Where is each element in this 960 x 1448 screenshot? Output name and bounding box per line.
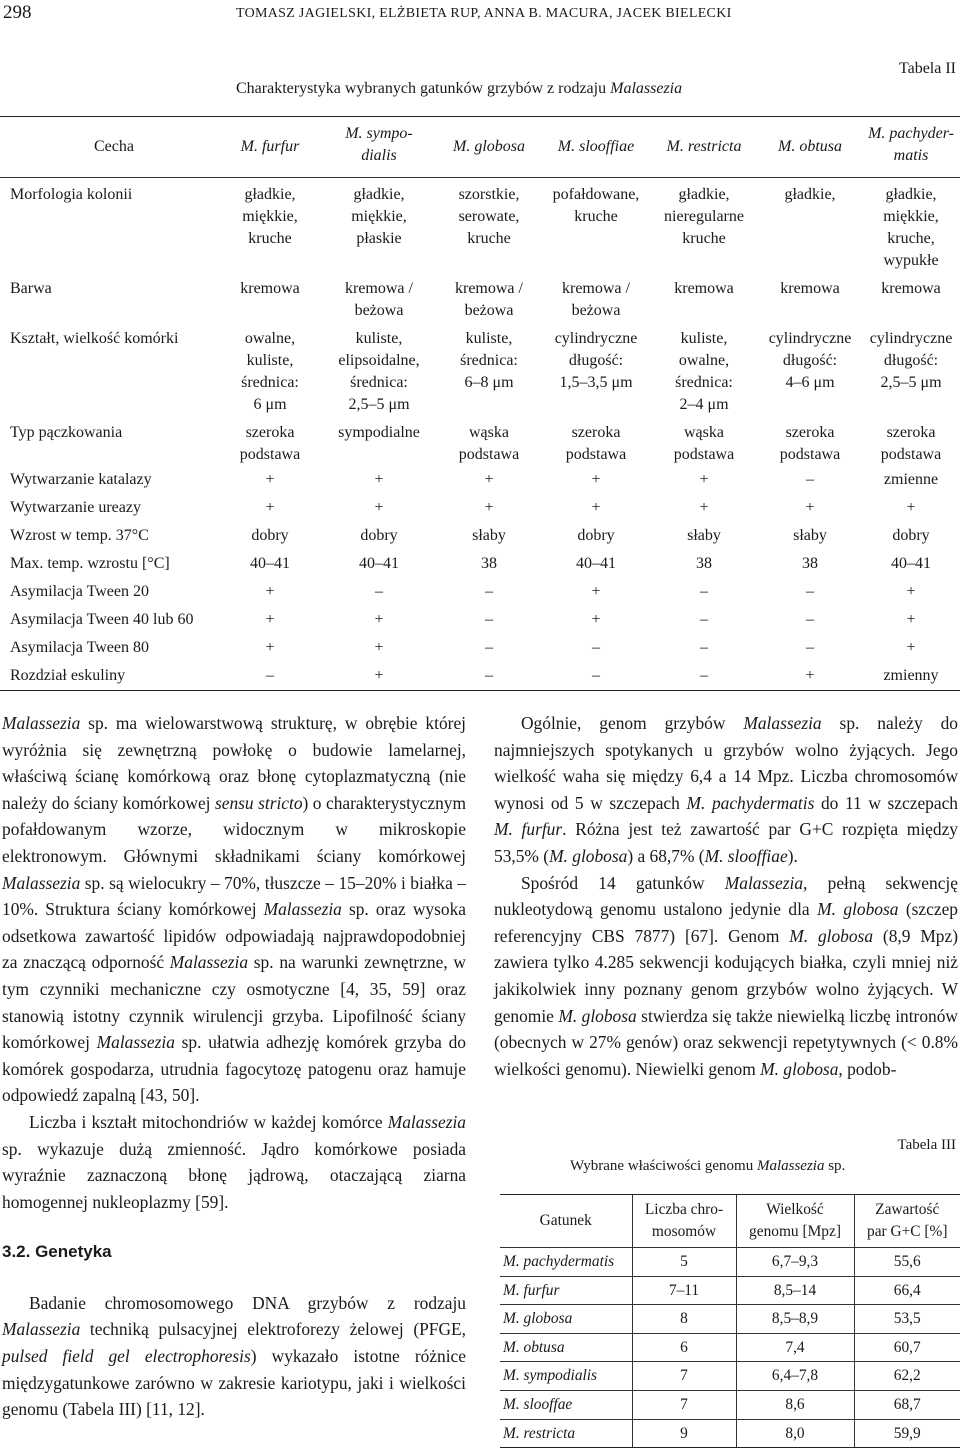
table-cell: 53,5 [854,1305,960,1334]
table-cell: kuliste, średnica: 6–8 μm [460,330,518,391]
column-header-species: M. globosa [436,117,542,178]
table-cell: – [218,662,322,691]
text-run: Liczba i kształt mitochondriów w każdej komórce [29,1111,388,1132]
table-cell: 59,9 [854,1419,960,1448]
table-cell: 38 [481,555,497,572]
text-run: , podob- [838,1058,897,1079]
table-row [0,550,960,578]
table2-caption-genus: Malassezia [610,80,683,97]
species-name: M. globosa [500,1305,632,1334]
table-cell: – [700,639,708,656]
text-run: ) o charakterystycznym pofałdowanym wzorze, widocznym w mikroskopie elektronowym. Głównymi składnikami ściany komórkowej [2,792,466,866]
table-cell: 40–41 [359,555,399,572]
row-label: Wzrost w temp. 37°C [10,527,149,544]
table-cell: 40–41 [250,555,290,572]
text-run: sp. oraz wysoka odsetkowa zawartość lipidów odpowiadają najprawdopodobniej za znaczącą odporność [2,899,466,973]
table2 [0,116,960,691]
table-cell: + [265,471,275,488]
table-cell: + [906,639,916,656]
table-cell: 68,7 [854,1390,960,1419]
section-heading: 3.2. Genetyka [2,1242,112,1262]
table-cell: kremowa [881,280,941,297]
column-header-feature: Cecha [0,117,218,178]
table-row [500,1305,960,1334]
italic-term: Malassezia [263,899,342,920]
table-cell: 8,5–8,9 [736,1305,854,1334]
italic-term: Malassezia [2,872,81,893]
italic-term: M. globosa [549,845,628,866]
table-cell: 5 [632,1248,736,1277]
column-header-species: M. restricta [650,117,758,178]
table-row [0,178,960,273]
text-run: techniką pulsacyjnej elektroforezy żelowej (PFGE, [80,1319,466,1340]
table-cell: + [591,471,601,488]
table-cell: + [699,499,709,516]
table-cell: 6 [632,1333,736,1362]
text-run: ) a 68,7% ( [627,845,705,866]
text-run: sp. wykazuje dużą zmienność. Jądro komórkowe posiada wyraźnie zaznaczoną błonę jądrową, otaczającą ziarna homogennej nukleoplazmy [59]. [2,1138,466,1212]
italic-term: M. slooffiae [704,845,788,866]
table-cell: szeroka podstawa [565,424,627,463]
table-cell: 38 [802,555,818,572]
table-cell: + [374,471,384,488]
column-header: Wielkość genomu [Mpz] [736,1195,854,1248]
text-run: ) wykazało istotne różnice międzygatunkowe zarówno w zakresie kariotypu, jaki i wielkości genomu (Tabela III) [11, 12]. [2,1346,466,1420]
species-name: M. sympodialis [500,1362,632,1391]
table-cell: 60,7 [854,1333,960,1362]
page-number: 298 [3,2,32,23]
table-cell: dobry [251,527,289,544]
table-cell: – [375,583,383,600]
italic-term: Malassezia [724,872,804,893]
table-cell: zmienne [883,471,939,488]
table-cell: + [374,611,384,628]
table-row [500,1333,960,1362]
table-row [500,1390,960,1419]
row-label: Asymilacja Tween 80 [10,639,149,656]
table-cell: 7–11 [632,1276,736,1305]
table-cell: + [591,499,601,516]
table-cell: + [758,662,862,691]
row-label: Barwa [10,280,52,297]
table-cell: – [485,583,493,600]
row-label: Asymilacja Tween 20 [10,583,149,600]
table-cell: kremowa / beżowa [455,280,523,319]
text-run: stwierdza się także niewielką liczbę intronów (obecnych w 27% genów) oraz sekwencji repetytywnych (< 0.8% wielkości genomu). Niewielki genom [494,1005,958,1079]
table-cell: + [484,471,494,488]
paragraph [494,870,958,1083]
table-cell: 6,4–7,8 [736,1362,854,1391]
text-run: . Różna jest też zawartość par G+C rozpięta między 53,5% ( [494,819,958,866]
column-header-species: M. obtusa [758,117,862,178]
table-cell: kremowa [674,280,734,297]
table-cell: – [485,639,493,656]
table-cell: wąska podstawa [673,424,735,463]
table-cell: – [806,611,814,628]
table2-caption-text: Charakterystyka wybranych gatunków grzybów z rodzaju [236,80,611,97]
running-authors: TOMASZ JAGIELSKI, ELŻBIETA RUP, ANNA B. MACURA, JACEK BIELECKI [236,6,732,21]
table-cell: 55,6 [854,1248,960,1277]
table-cell: kuliste, owalne, średnica: 2–4 μm [675,330,733,413]
table3-caption [570,1158,845,1175]
column-header-species: M. furfur [218,117,322,178]
table-cell: cylindryczne długość: 2,5–5 μm [869,330,953,391]
table-cell: 6,7–9,3 [736,1248,854,1277]
table-cell: 40–41 [891,555,931,572]
row-label: Asymilacja Tween 40 lub 60 [10,611,194,628]
table-row [0,662,960,691]
table-cell: – [700,583,708,600]
table-cell: słaby [472,527,506,544]
paragraph [2,1109,466,1215]
table-cell: szeroka podstawa [880,424,942,463]
paragraph [494,710,958,870]
table-row [0,322,960,416]
row-label: Rozdział eskuliny [0,662,218,691]
table-cell: 7 [632,1362,736,1391]
table-cell: cylindryczne długość: 1,5–3,5 μm [554,330,638,391]
species-name: M. furfur [500,1276,632,1305]
table-row [0,522,960,550]
table-cell: – [436,662,542,691]
running-header [0,2,960,26]
table-cell: cylindryczne długość: 4–6 μm [768,330,852,391]
table-cell: słaby [687,527,721,544]
table2-caption [236,80,682,98]
table-row [0,606,960,634]
table-row [500,1362,960,1391]
row-label: Wytwarzanie katalazy [10,471,152,488]
table-cell: słaby [793,527,827,544]
text-run: Spośród 14 gatunków [521,872,725,893]
italic-term: pulsed field gel electrophoresis [2,1346,251,1367]
left-column [2,710,466,1423]
paragraph [2,1290,466,1423]
table-cell: + [906,611,916,628]
table-cell: 9 [632,1419,736,1448]
italic-term: M. globosa [558,1005,637,1026]
species-name: M. slooffae [500,1390,632,1419]
column-header: Zawartość par G+C [%] [854,1195,960,1248]
text-run: sp. są wielocukry – 70%, tłuszcze – 15–20% i białka – 10%. Struktura ściany komórkowej [2,872,466,920]
table-cell: + [265,611,275,628]
table3-caption-text: Wybrane właściwości genomu [570,1158,757,1174]
table3-label: Tabela III [897,1137,956,1153]
table-cell: – [806,639,814,656]
table-row [0,272,960,322]
column-header: Gatunek [500,1195,632,1248]
species-name: M. restricta [500,1419,632,1448]
row-label: Max. temp. wzrostu [°C] [10,555,170,572]
text-run: , pełną sekwencję nukleotydową genomu ustalono jedynie dla [494,872,958,920]
italic-term: Malassezia [96,1032,175,1053]
italic-term: M. globosa [760,1058,839,1079]
table-cell: + [906,499,916,516]
table-cell: + [265,639,275,656]
table-cell: – [485,611,493,628]
text-run: ). [787,845,798,866]
table2-label: Tabela II [898,60,956,77]
text-run: sp. należy do najmniejszych spotykanych u grzybów wolno żyjących. Jego wielkość waha się między 6,4 a 14 Mpz. Liczba chromosomów wynosi od 5 w szczepach [494,713,958,813]
italic-term: Malassezia [743,713,822,733]
table-cell: + [906,583,916,600]
table-cell: dobry [360,527,398,544]
table-cell: sympodialne [338,424,420,441]
table-cell: + [374,639,384,656]
table-cell: + [591,611,601,628]
table-cell: – [806,471,814,488]
table-cell: gładkie, miękkie, kruche, wypukłe [883,186,939,269]
table-row [0,416,960,466]
italic-term: Malassezia [169,952,249,973]
column-header-species: M. slooffiae [542,117,650,178]
column-header: Liczba chro- mosomów [632,1195,736,1248]
table-cell: + [265,583,275,600]
table-cell: + [805,499,815,516]
table3-caption-end: sp. [824,1158,846,1174]
text-run: sp. ułatwia adhezję komórek grzyba do komórek gospodarza, utrudnia fagocytozę patogenu oraz hamuje odpowiedź zapalną [43, 50]. [2,1032,466,1106]
table3-caption-genus: Malassezia [756,1158,825,1174]
table-cell: 38 [696,555,712,572]
table-row [500,1276,960,1305]
table-cell: szorstkie, serowate, kruche [458,186,520,247]
italic-term: Malassezia [2,1319,81,1340]
table-cell: gładkie, [784,186,836,203]
italic-term: Malassezia [387,1111,466,1132]
table-cell: 66,4 [854,1276,960,1305]
table-cell: kremowa [240,280,300,297]
table-cell: gładkie, miękkie, płaskie [351,186,407,247]
text-run: sp. ma wielowarstwową strukturę, w obrębie której wyróżnia się zewnętrzną powłokę o budowie lamelarnej, właściwą ścianę komórkową oraz błonę cytoplazmatyczną (nie należy do ściany komórkowej [2,713,466,813]
table-cell: + [484,499,494,516]
table-cell: – [592,639,600,656]
text-run: do 11 w szczepach [814,792,959,813]
table-cell: owalne, kuliste, średnica: 6 μm [241,330,299,413]
italic-term: M. globosa [817,899,899,920]
table-cell: 40–41 [576,555,616,572]
table-row [500,1248,960,1277]
table-cell: dobry [577,527,615,544]
species-name: M. obtusa [500,1333,632,1362]
row-label: Typ pączkowania [10,424,123,441]
table-cell: – [806,583,814,600]
species-name: M. pachydermatis [500,1248,632,1277]
table-row [0,494,960,522]
column-header-species: M. pachyder- matis [862,117,960,178]
text-run: (szczep referencyjny CBS 7877) [67]. Genom [494,899,958,946]
table-cell: 62,2 [854,1362,960,1391]
table-cell: + [699,471,709,488]
table-cell: 8,0 [736,1419,854,1448]
table-cell: pofałdowane, kruche [552,186,640,225]
table-cell: dobry [892,527,930,544]
table3 [500,1194,960,1448]
italic-term: sensu stricto [214,792,303,813]
table-cell: – [700,611,708,628]
table-row [0,466,960,494]
table-row [0,578,960,606]
table-row [500,1419,960,1448]
table-cell: szeroka podstawa [779,424,841,463]
paragraph [2,710,466,1109]
table-cell: gładkie, nieregularne kruche [664,186,744,247]
table-cell: kremowa / beżowa [345,280,413,319]
table-cell: 7 [632,1390,736,1419]
italic-term: M. furfur [494,819,563,840]
table-cell: + [374,499,384,516]
table-cell: kremowa [780,280,840,297]
table-cell: szeroka podstawa [239,424,301,463]
table-cell: zmienny [862,662,960,691]
row-label: Kształt, wielkość komórki [10,330,179,347]
table-row [0,634,960,662]
table-cell: 7,4 [736,1333,854,1362]
table-cell: – [650,662,758,691]
table-cell: gładkie, miękkie, kruche [242,186,298,247]
text-run: Ogólnie, genom grzybów [521,713,744,733]
column-header-species: M. sympo- dialis [322,117,436,178]
right-column [494,710,958,1082]
table-cell: + [591,583,601,600]
row-label: Morfologia kolonii [10,186,133,203]
table-cell: + [265,499,275,516]
table-cell: – [542,662,650,691]
text-run: Badanie chromosomowego DNA grzybów z rodzaju [29,1292,466,1313]
table-cell: wąska podstawa [458,424,520,463]
italic-term: Malassezia [2,713,81,733]
text-run: (8,9 Mpz) zawiera tylko 4.285 sekwencji kodujących białka, czyli mniej niż jakikolwiek inny poznany genom grzybów wolno żyjących. W genomie [494,925,958,1026]
table-cell: 8,6 [736,1390,854,1419]
text-run: sp. na warunki zewnętrzne, w tym czynniki mechaniczne czy osmotyczne [4, 35, 59] oraz stanowią istotny czynnik wirulencji grzyba. Lipofilność ściany komórkowej [2,952,466,1053]
row-label: Wytwarzanie ureazy [10,499,141,516]
italic-term: M. globosa [789,925,874,946]
table-cell: 8,5–14 [736,1276,854,1305]
table-cell: + [322,662,436,691]
italic-term: M. pachydermatis [686,792,815,813]
table-cell: 8 [632,1305,736,1334]
table-cell: kuliste, elipsoidalne, średnica: 2,5–5 μm [338,330,420,413]
table-cell: kremowa / beżowa [562,280,630,319]
